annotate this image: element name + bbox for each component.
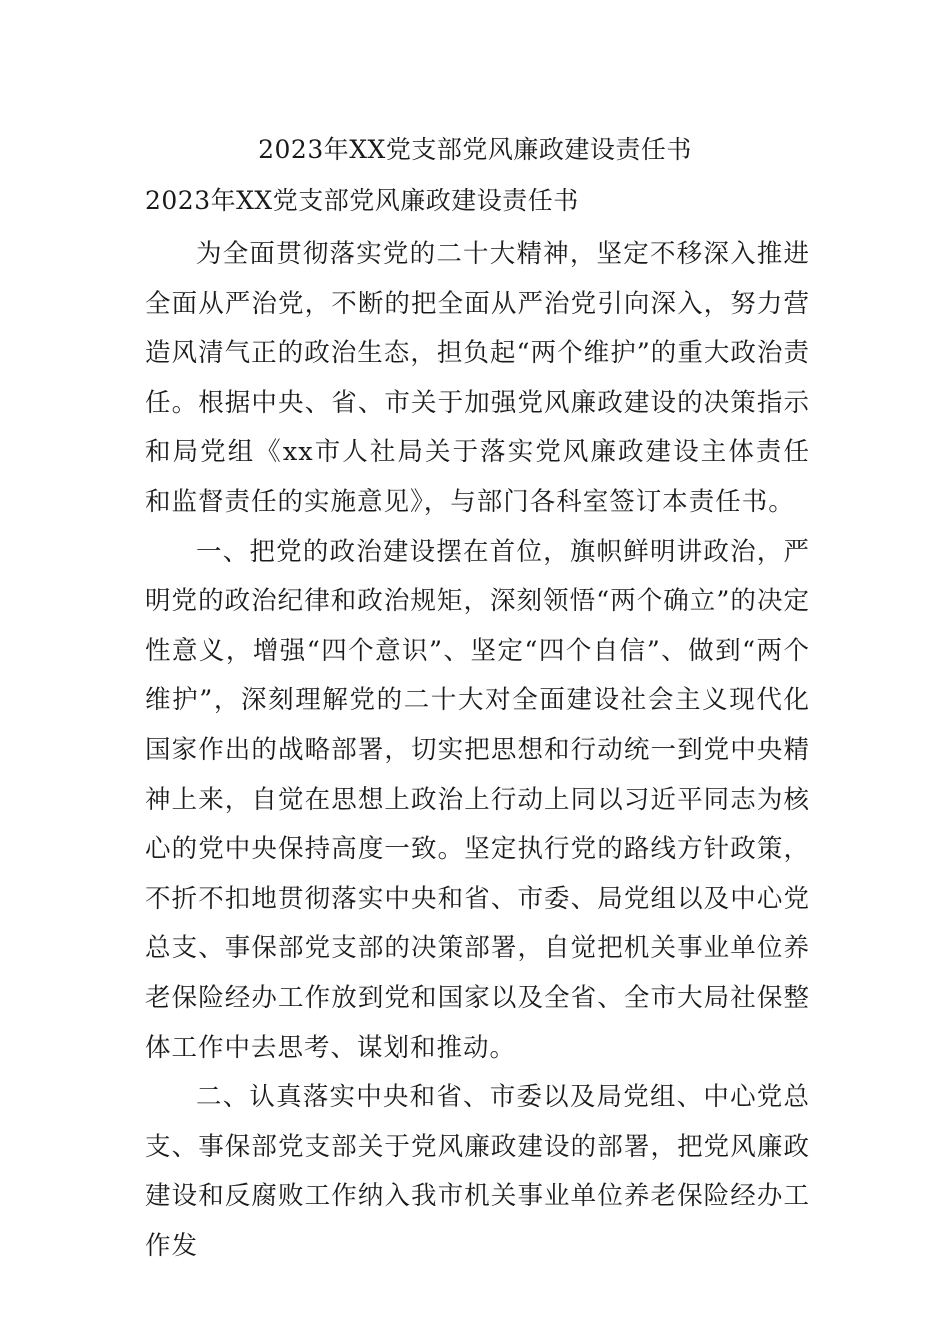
paragraph-intro: 为全面贯彻落实党的二十大精神，坚定不移深入推进全面从严治党，不断的把全面从严治党引向深入，努力营造风清气正的政治生态，担负起“两个维护”的重大政治责任。根据中央、省、市关于加强党风廉政建设的决策指示和局党组《xx市人社局关于落实党风廉政建设主体责任和监督责任的实施意见》，与部门各科室签订本责任书。 [145, 239, 810, 517]
document-title: 2023年XX党支部党风廉政建设责任书 [258, 135, 692, 164]
paragraph-section-1: 一、把党的政治建设摆在首位，旗帜鲜明讲政治，严明党的政治纪律和政治规矩，深刻领悟“两个确立”的决定性意义，增强“四个意识”、坚定“四个自信”、做到“两个维护”，深刻理解党的二十大对全面建设社会主义现代化国家作出的战略部署，切实把思想和行动统一到党中央精神上来，自觉在思想上政治上行动上同以习近平同志为核心的党中央保持高度一致。坚定执行党的路线方针政策，不折不扣地贯彻落实中央和省、市委、局党组以及中心党总支、事保部党支部的决策部署，自觉把机关事业单位养老保险经办工作放到党和国家以及全省、全市大局社保整体工作中去思考、谋划和推动。 [145, 536, 810, 1063]
paragraph-section-2: 二、认真落实中央和省、市委以及局党组、中心党总支、事保部党支部关于党风廉政建设的部署，把党风廉政建设和反腐败工作纳入我市机关事业单位养老保险经办工作发 [145, 1082, 810, 1261]
document-body [145, 230, 810, 1271]
document-subtitle: 2023年XX党支部党风廉政建设责任书 [145, 186, 579, 215]
